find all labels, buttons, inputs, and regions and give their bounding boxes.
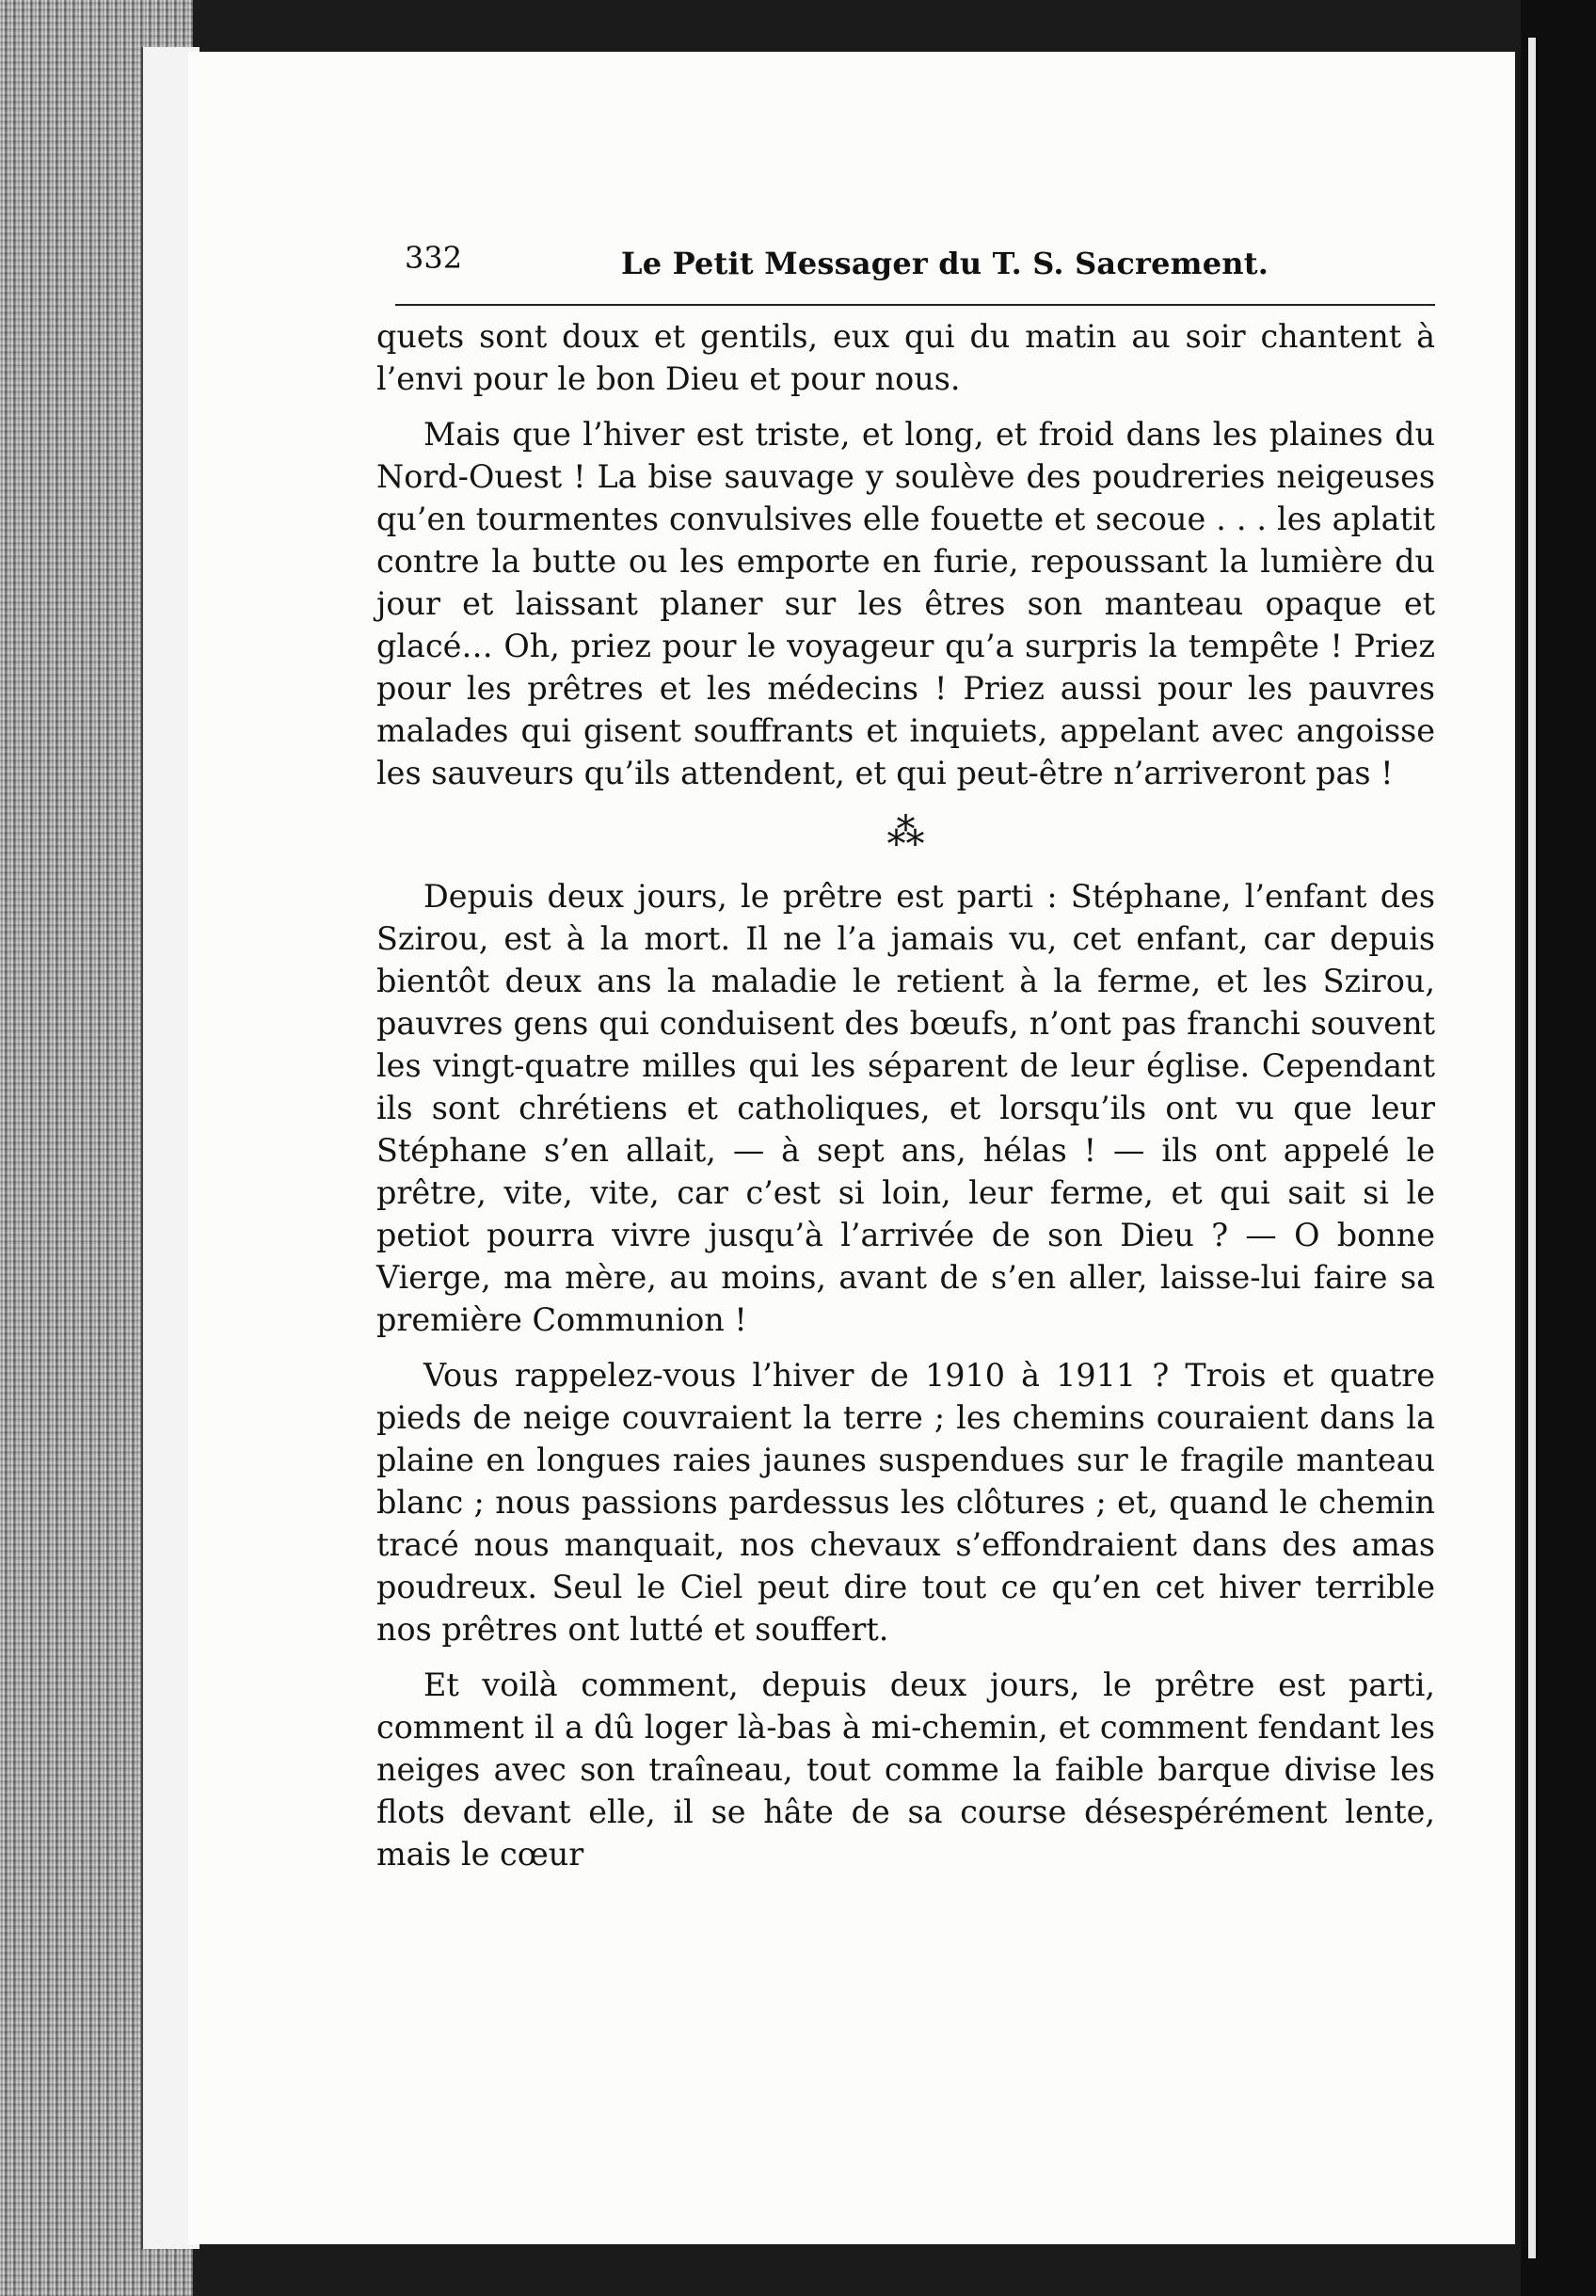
body-text xyxy=(376,315,1435,1889)
header-rule xyxy=(395,304,1435,306)
paragraph: Vous rappelez-vous l’hiver de 1910 à 1911 ? Trois et quatre pieds de neige couvraient la terre ; les chemins couraient dans la plaine en longues raies jaunes suspendues sur le fragile manteau blanc ; nous passions pardessus les clôtures ; et, quand le chemin tracé nous manquait, nos chevaux s’effondraient dans des amas poudreux. Seul le Ciel peut dire tout ce qu’en cet hiver terrible nos prêtres ont lutté et souffert. xyxy=(376,1357,1435,1648)
page-header xyxy=(405,240,1435,298)
paragraph: Depuis deux jours, le prêtre est parti : Stéphane, l’enfant des Szirou, est à la mort. Il ne l’a jamais vu, cet enfant, car depuis bientôt deux ans la maladie le retient à la ferme, et les Szirou, pauvres gens qui conduisent des bœufs, n’ont pas franchi souvent les vingt-quatre milles qui les séparent de leur église. Cependant ils sont chrétiens et catholiques, et lorsqu’ils ont vu que leur Stéphane s’en allait, — à sept ans, hélas ! — ils ont appelé le prêtre, vite, vite, car c’est si loin, leur ferme, et qui sait si le petiot pourra vivre jusqu’à l’arrivée de son Dieu ? — O bonne Vierge, ma mère, au moins, avant de s’en aller, laisse-lui faire sa première Communion ! xyxy=(376,878,1435,1338)
asterism: ⁂ xyxy=(886,811,925,854)
paragraph: Et voilà comment, depuis deux jours, le prêtre est parti, comment il a dû loger là-bas à mi-chemin, et comment fendant les neiges avec son traîneau, tout comme la faible barque divise les flots devant elle, il se hâte de sa course désespérément lente, mais le cœur xyxy=(376,1666,1435,1873)
section-separator xyxy=(376,811,1435,854)
right-book-edge xyxy=(1521,0,1596,2296)
page-number: 332 xyxy=(405,240,463,276)
running-title: Le Petit Messager du T. S. Sacrement. xyxy=(621,246,1269,281)
paragraph: quets sont doux et gentils, eux qui du matin au soir chantent à l’envi pour le bon Dieu et pour nous. xyxy=(376,318,1435,397)
paragraph: Mais que l’hiver est triste, et long, et froid dans les plaines du Nord-Ouest ! La bise sauvage y soulève des poudreries neigeuses qu’en tourmentes convulsives elle fouette et secoue . . . les aplatit contre la butte ou les emporte en furie, repoussant la lumière du jour et laissant planer sur les êtres son manteau opaque et glacé… Oh, priez pour le voyageur qu’a surpris la tempête ! Priez pour les prêtres et les médecins ! Priez aussi pour les pauvres malades qui gisent souffrants et inquiets, appelant avec angoisse les sauveurs qu’ils attendent, et qui peut-être n’arriveront pas ! xyxy=(376,416,1435,791)
